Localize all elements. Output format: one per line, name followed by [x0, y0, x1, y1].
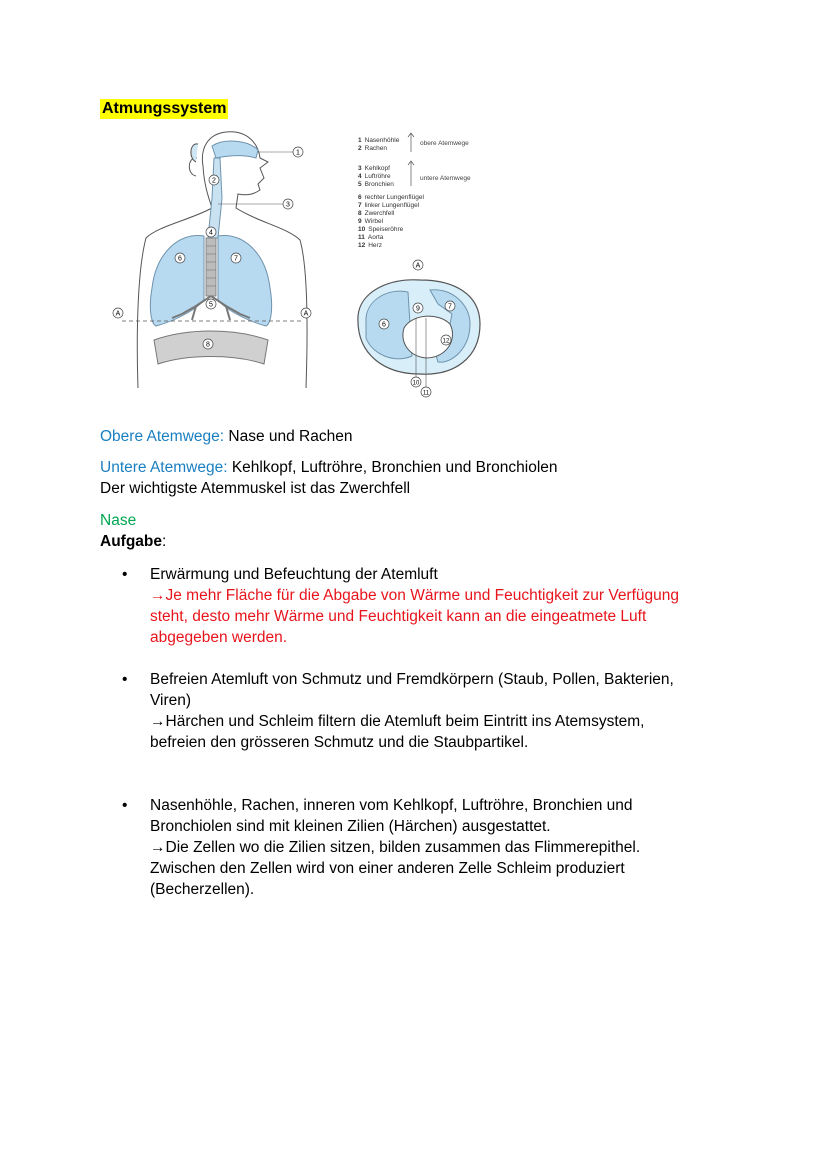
svg-text:5Bronchien: 5 Bronchien — [358, 181, 394, 188]
cross-callout-6: 6 — [382, 321, 386, 329]
bullet-dot: • — [122, 797, 128, 814]
page-title: Atmungssystem — [102, 100, 227, 117]
svg-text:7linker Lungenflügel: 7 linker Lungenflügel — [358, 202, 420, 209]
svg-text:1Nasenhöhle: 1 Nasenhöhle — [358, 137, 400, 144]
cross-callout-10: 10 — [412, 380, 420, 387]
callout-2: 2 — [212, 177, 216, 185]
left-lung-shape — [218, 236, 272, 326]
right-lung-shape — [150, 236, 204, 326]
svg-text:4Luftröhre: 4 Luftröhre — [358, 173, 391, 180]
bullet-text — [150, 795, 740, 900]
cross-callout-7: 7 — [448, 303, 452, 311]
svg-text:3Kehlkopf: 3 Kehlkopf — [358, 165, 390, 172]
cross-section-diagram — [358, 260, 480, 397]
svg-text:8Zwerchfell: 8 Zwerchfell — [358, 210, 395, 217]
callout-1: 1 — [296, 149, 300, 157]
bullet-line: (Becherzellen). — [150, 881, 255, 898]
nasal-cavity-shape — [212, 141, 258, 158]
bullet-line: →Die Zellen wo die Zilien sitzen, bilden zusammen das Flimmerepithel. — [150, 839, 641, 856]
lower-airways-line — [100, 457, 558, 478]
svg-text:11Aorta: 11 Aorta — [358, 234, 384, 241]
bullet-dot: • — [122, 671, 128, 688]
bullet-line: Bronchiolen sind mit kleinen Zilien (Härchen) ausgestattet. — [150, 818, 551, 835]
svg-text:2Rachen: 2 Rachen — [358, 145, 388, 152]
legend-brackets — [408, 133, 414, 186]
upper-airways-text: Nase und Rachen — [224, 428, 353, 445]
callout-3: 3 — [286, 201, 290, 209]
bullet-text — [150, 564, 740, 648]
respiratory-system-diagram — [108, 128, 488, 404]
bullet-line: Befreien Atemluft von Schmutz und Fremdkörpern (Staub, Pollen, Bakterien, — [150, 671, 674, 688]
bullet-line: Viren) — [150, 692, 192, 709]
section-marker-right: A — [303, 310, 309, 318]
lower-airways-label: untere Atemwege — [420, 175, 471, 182]
cross-callout-11: 11 — [422, 390, 430, 397]
svg-text:9Wirbel: 9 Wirbel — [358, 218, 384, 225]
bullet-line: befreien den grösseren Schmutz und die Staubpartikel. — [150, 734, 529, 751]
bullet-main-line: Erwärmung und Befeuchtung der Atemluft — [150, 566, 438, 583]
bullet-red-line: →Je mehr Fläche für die Abgabe von Wärme und Feuchtigkeit zur Verfügung — [150, 587, 680, 604]
section-marker-left: A — [115, 310, 121, 318]
task-label: Aufgabe — [100, 533, 162, 550]
cross-callout-9: 9 — [416, 305, 420, 313]
callout-6: 6 — [178, 255, 182, 263]
upper-airways-line — [100, 426, 352, 447]
nose-heading: Nase — [100, 512, 137, 529]
task-heading — [100, 531, 166, 552]
callout-4: 4 — [209, 229, 213, 237]
trachea-shape — [206, 238, 216, 296]
bullet-red-line: steht, desto mehr Wärme und Feuchtigkeit kann an die eingeatmete Luft — [150, 608, 647, 625]
diagram-legend — [358, 137, 424, 249]
callout-8: 8 — [206, 341, 210, 349]
svg-text:12Herz: 12 Herz — [358, 242, 382, 249]
task-colon: : — [162, 533, 167, 550]
bullet-line: →Härchen und Schleim filtern die Atemluft beim Eintritt ins Atemsystem, — [150, 713, 645, 730]
pharynx-shape — [208, 158, 222, 238]
upper-airways-heading: Obere Atemwege: — [100, 428, 225, 445]
upper-airways-label: obere Atemwege — [420, 140, 469, 147]
lower-airways-text: Kehlkopf, Luftröhre, Bronchien und Bronchiolen — [227, 459, 558, 476]
bullet-red-line: abgegeben werden. — [150, 629, 288, 646]
bullet-text — [150, 669, 740, 753]
cross-callout-12: 12 — [442, 338, 450, 345]
svg-text:10Speiseröhre: 10 Speiseröhre — [358, 226, 404, 233]
cross-marker: A — [415, 262, 421, 270]
diagram-svg — [108, 128, 488, 404]
bullet-line: Nasenhöhle, Rachen, inneren vom Kehlkopf, Luftröhre, Bronchien und — [150, 797, 633, 814]
svg-text:6rechter Lungenflügel: 6 rechter Lungenflügel — [358, 194, 424, 201]
bullet-dot: • — [122, 566, 128, 583]
lower-airways-heading: Untere Atemwege: — [100, 459, 228, 476]
respiratory-muscle-text: Der wichtigste Atemmuskel ist das Zwerchfell — [100, 480, 411, 497]
bullet-line: Zwischen den Zellen wird von einer anderen Zelle Schleim produziert — [150, 860, 625, 877]
callout-7: 7 — [234, 255, 238, 263]
callout-5: 5 — [209, 301, 213, 309]
